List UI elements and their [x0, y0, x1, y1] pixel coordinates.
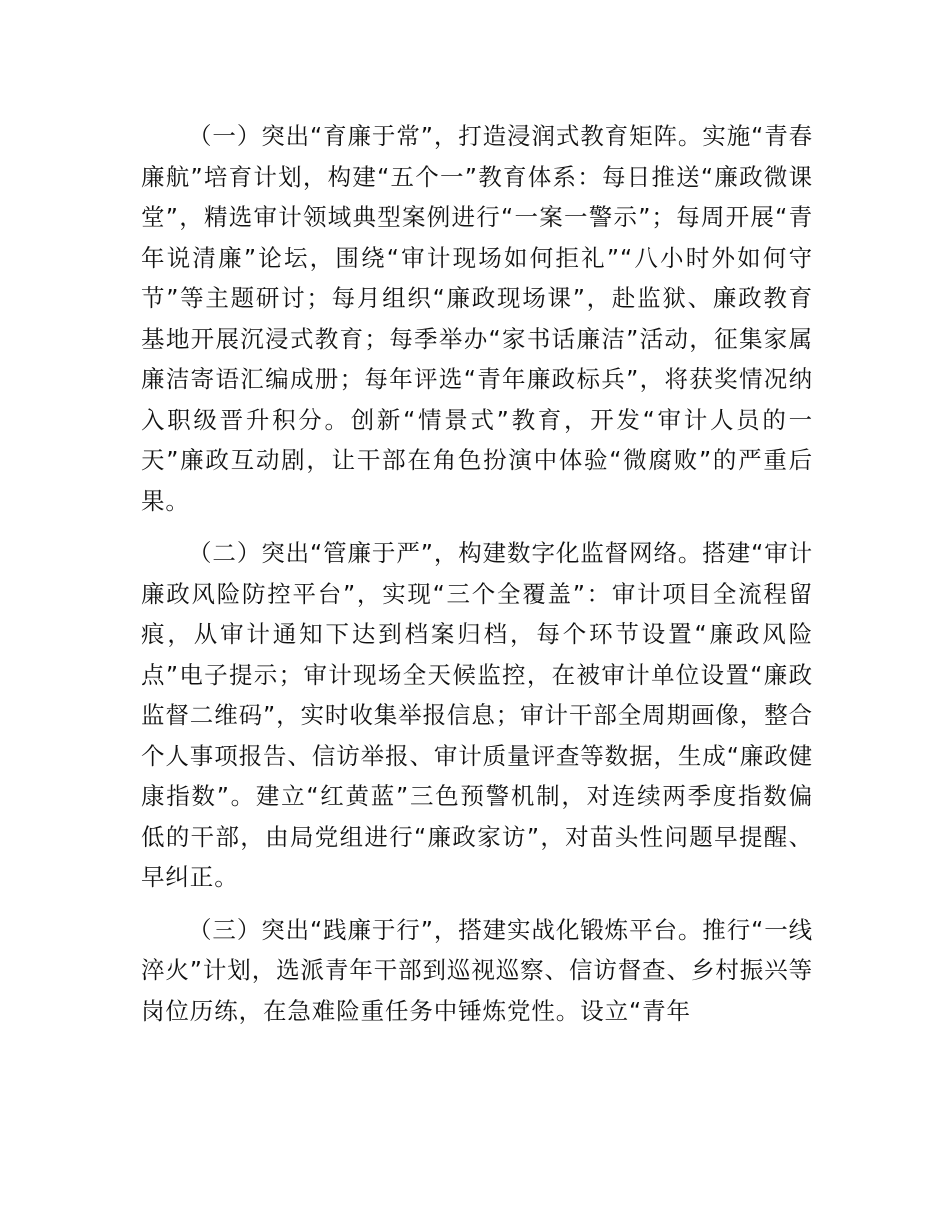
document-body	[141, 116, 813, 1031]
paragraph-digital-supervision: （二）突出“管廉于严”，构建数字化监督网络。搭建“审计廉政风险防控平台”，实现“三个全覆盖”：审计项目全流程留痕，从审计通知下达到档案归档，每个环节设置“廉政风险点”电子提示；审计现场全天候监控，在被审计单位设置“廉政监督二维码”，实时收集举报信息；审计干部全周期画像，整合个人事项报告、信访举报、审计质量评查等数据，生成“廉政健康指数”。建立“红黄蓝”三色预警机制，对连续两季度指数偏低的干部，由局党组进行“廉政家访”，对苗头性问题早提醒、早纠正。	[141, 539, 813, 891]
paragraph-practice-platform: （三）突出“践廉于行”，搭建实战化锻炼平台。推行“一线淬火”计划，选派青年干部到巡视巡察、信访督查、乡村振兴等岗位历练，在急难险重任务中锤炼党性。设立“青年	[141, 915, 813, 1025]
paragraph-education-matrix: （一）突出“育廉于常”，打造浸润式教育矩阵。实施“青春廉航”培育计划，构建“五个一”教育体系：每日推送“廉政微课堂”，精选审计领域典型案例进行“一案一警示”；每周开展“青年说清廉”论坛，围绕“审计现场如何拒礼”“八小时外如何守节”等主题研讨；每月组织“廉政现场课”，赴监狱、廉政教育基地开展沉浸式教育；每季举办“家书话廉洁”活动，征集家属廉洁寄语汇编成册；每年评选“青年廉政标兵”，将获奖情况纳入职级晋升积分。创新“情景式”教育，开发“审计人员的一天”廉政互动剧，让干部在角色扮演中体验“微腐败”的严重后果。	[141, 122, 813, 515]
